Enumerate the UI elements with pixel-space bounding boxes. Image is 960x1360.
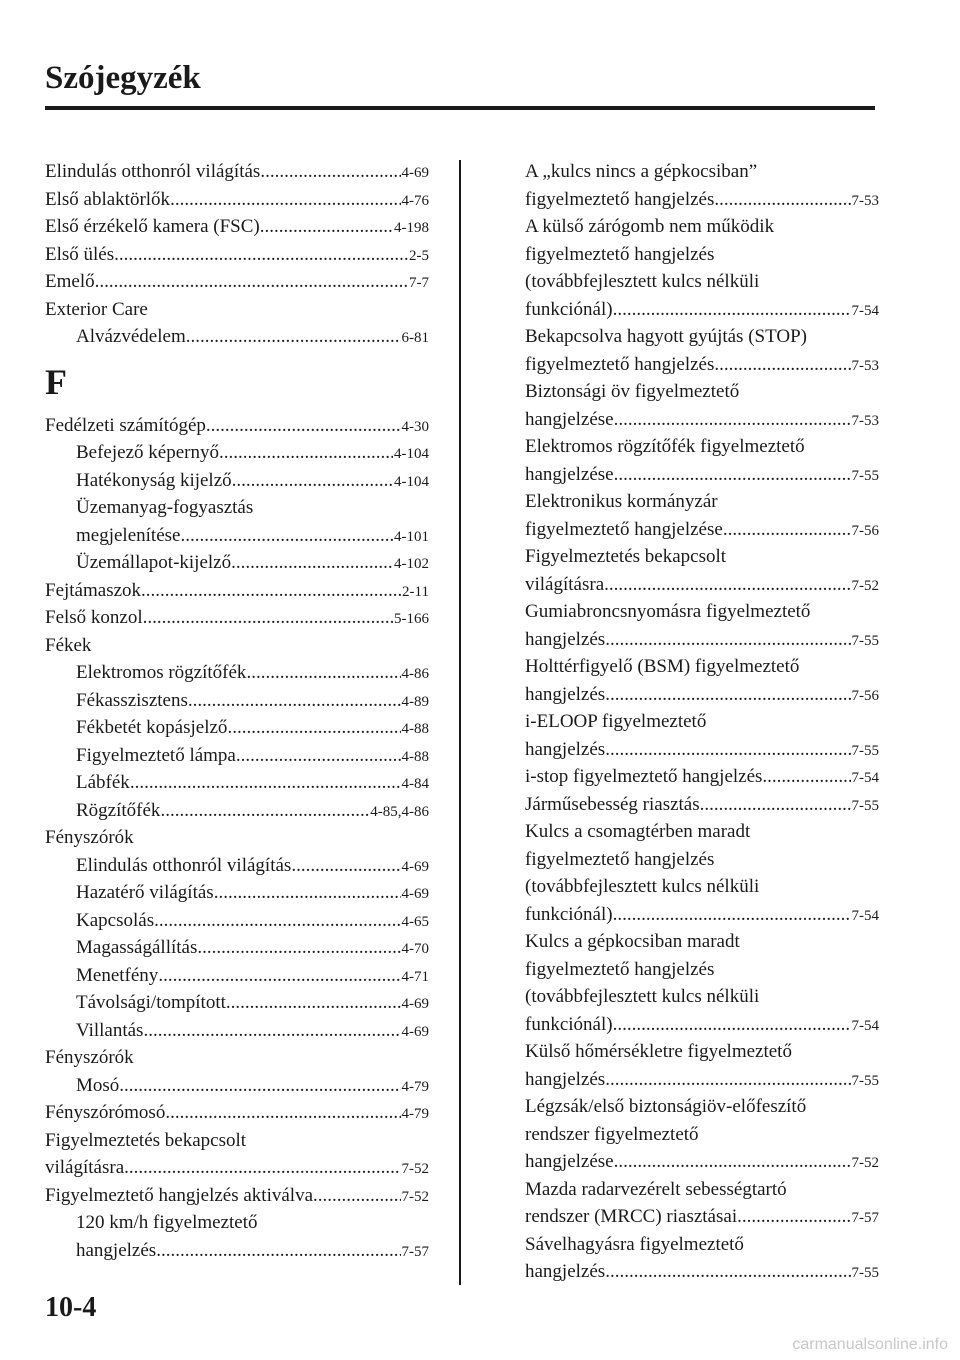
index-entry bbox=[525, 323, 879, 351]
dot-leader bbox=[186, 323, 401, 351]
index-entry-text: A „kulcs nincs a gépkocsiban” bbox=[525, 161, 758, 182]
index-page-ref[interactable]: 7-52 bbox=[851, 577, 879, 594]
index-page-ref[interactable]: 4-89 bbox=[401, 693, 429, 710]
index-entry bbox=[525, 1038, 879, 1066]
index-entry-text: A külső zárógomb nem működik bbox=[525, 216, 775, 237]
index-entry bbox=[525, 626, 879, 654]
index-entry bbox=[525, 351, 879, 379]
index-entry bbox=[45, 1154, 429, 1182]
index-page-ref[interactable]: 4-30 bbox=[401, 418, 429, 435]
index-entry-text: hangjelzése bbox=[525, 463, 614, 485]
index-entry-text: figyelmeztető hangjelzés bbox=[525, 848, 715, 870]
dot-leader bbox=[119, 1072, 400, 1100]
index-entry-text: Elektronikus kormányzár bbox=[525, 491, 718, 512]
index-entry bbox=[45, 1072, 429, 1100]
index-entry-text: hangjelzés bbox=[76, 1239, 157, 1261]
index-page-ref[interactable]: 4-79 bbox=[401, 1078, 429, 1095]
page-number: 10-4 bbox=[45, 1292, 97, 1323]
index-page-ref[interactable]: 4-79 bbox=[401, 1106, 429, 1122]
index-entry bbox=[45, 742, 429, 770]
index-entry-text: figyelmeztető hangjelzés bbox=[525, 188, 715, 210]
index-entry bbox=[525, 268, 879, 296]
index-entry-text: funkciónál) bbox=[525, 903, 613, 925]
index-entry bbox=[45, 604, 429, 632]
index-entry-text: Alvázvédelem bbox=[76, 326, 186, 347]
index-entry bbox=[525, 736, 879, 764]
index-page-ref[interactable]: 7-7 bbox=[409, 275, 429, 291]
index-page-ref[interactable]: 7-54 bbox=[851, 907, 879, 924]
index-page-ref[interactable]: 7-57 bbox=[851, 1210, 879, 1226]
index-entry-text: hangjelzése bbox=[525, 408, 614, 430]
index-page-ref[interactable]: 4-65 bbox=[401, 913, 429, 930]
index-entry bbox=[45, 1237, 429, 1265]
index-entry bbox=[45, 467, 429, 495]
dot-leader bbox=[130, 769, 401, 797]
dot-leader bbox=[232, 467, 393, 495]
index-entry-text: funkciónál) bbox=[525, 1013, 613, 1035]
index-entry-text: Figyelmeztetés bekapcsolt bbox=[525, 546, 727, 567]
index-entry bbox=[525, 406, 879, 434]
index-entry-text: Külső hőmérsékletre figyelmeztető bbox=[525, 1041, 792, 1062]
index-entry bbox=[525, 873, 879, 901]
dot-leader bbox=[219, 439, 393, 467]
index-entry bbox=[525, 681, 879, 709]
index-entry bbox=[45, 186, 429, 214]
dot-leader bbox=[605, 681, 850, 709]
index-entry-text: rendszer figyelmeztető bbox=[525, 1123, 699, 1145]
dot-leader bbox=[95, 268, 408, 296]
index-page-ref[interactable]: 4-84 bbox=[401, 776, 429, 792]
index-entry bbox=[45, 549, 429, 577]
dot-leader bbox=[165, 1099, 400, 1127]
index-page-ref[interactable]: 4-69 bbox=[401, 165, 429, 181]
dot-leader bbox=[197, 934, 400, 962]
index-page-ref[interactable]: 4-70 bbox=[401, 941, 429, 957]
index-entry-text: Kulcs a gépkocsiban maradt bbox=[525, 931, 740, 952]
index-entry-text: Kapcsolás bbox=[76, 909, 155, 931]
index-entry bbox=[525, 433, 879, 461]
index-entry-text: hangjelzés bbox=[525, 1068, 606, 1090]
index-entry-text: Hatékonyság kijelző bbox=[76, 469, 232, 491]
index-entry-text: Villantás bbox=[76, 1019, 144, 1041]
index-entry-text: figyelmeztető hangjelzés bbox=[525, 958, 715, 980]
index-entry-text: (továbbfejlesztett kulcs nélküli bbox=[525, 876, 760, 897]
dot-leader bbox=[180, 522, 393, 550]
dot-leader bbox=[160, 797, 369, 825]
index-page-ref[interactable]: 4-76 bbox=[401, 192, 429, 209]
index-entry-text: Figyelmeztető hangjelzés aktiválva bbox=[45, 1184, 314, 1206]
dot-leader bbox=[614, 461, 851, 489]
dot-leader bbox=[260, 213, 393, 241]
index-page-ref[interactable]: 7-53 bbox=[851, 192, 879, 209]
index-entry-text: Mazda radarvezérelt sebességtartó bbox=[525, 1178, 787, 1200]
index-page-ref[interactable]: 7-55 bbox=[851, 797, 879, 814]
index-entry bbox=[525, 1176, 879, 1204]
index-entry bbox=[45, 1044, 429, 1072]
dot-leader bbox=[170, 186, 400, 214]
index-entry bbox=[525, 791, 879, 819]
index-entry-text: hangjelzés bbox=[525, 683, 606, 705]
index-entry-text: Biztonsági öv figyelmeztető bbox=[525, 381, 740, 402]
index-entry bbox=[45, 577, 429, 605]
index-entry-text: i-ELOOP figyelmeztető bbox=[525, 711, 707, 732]
index-entry-text: (továbbfejlesztett kulcs nélküli bbox=[525, 986, 760, 1007]
index-page-ref[interactable]: 7-55 bbox=[851, 467, 879, 484]
index-page-ref[interactable]: 7-53 bbox=[851, 357, 879, 374]
dot-leader bbox=[227, 714, 400, 742]
index-entry bbox=[45, 1209, 429, 1237]
index-entry bbox=[45, 687, 429, 715]
index-entry-text: Járműsebesség riasztás bbox=[525, 793, 700, 815]
index-entry-text: Hazatérő világítás bbox=[76, 882, 214, 903]
index-entry bbox=[525, 901, 879, 929]
index-entry bbox=[525, 1258, 879, 1286]
index-column-right bbox=[525, 158, 879, 1286]
index-page-ref[interactable]: 2-11 bbox=[402, 583, 429, 600]
index-entry-text: Rögzítőfék bbox=[76, 799, 161, 821]
index-entry bbox=[45, 989, 429, 1017]
index-entry-text: i-stop figyelmeztető hangjelzés bbox=[525, 766, 763, 787]
index-entry-text: hangjelzés bbox=[525, 738, 606, 760]
dot-leader bbox=[231, 549, 393, 577]
index-entry bbox=[525, 543, 879, 571]
dot-leader bbox=[124, 1154, 400, 1182]
index-entry-text: (továbbfejlesztett kulcs nélküli bbox=[525, 271, 760, 292]
dot-leader bbox=[143, 604, 393, 632]
index-entry bbox=[45, 962, 429, 990]
dot-leader bbox=[714, 186, 850, 214]
index-entry bbox=[45, 1099, 429, 1127]
index-page-ref[interactable]: 4-104 bbox=[394, 473, 429, 490]
title-rule bbox=[45, 106, 875, 110]
index-entry bbox=[45, 241, 429, 269]
dot-leader bbox=[614, 406, 851, 434]
dot-leader bbox=[604, 571, 850, 599]
index-page-ref[interactable]: 6-81 bbox=[401, 330, 429, 346]
index-entry-text: Holttérfigyelő (BSM) figyelmeztető bbox=[525, 656, 800, 677]
index-entry bbox=[525, 1066, 879, 1094]
index-entry-text: funkciónál) bbox=[525, 298, 613, 320]
index-entry bbox=[525, 1011, 879, 1039]
index-entry bbox=[45, 1182, 429, 1210]
index-entry bbox=[525, 1093, 879, 1121]
dot-leader bbox=[613, 296, 851, 324]
index-entry bbox=[45, 769, 429, 797]
index-entry-text: Emelő bbox=[45, 271, 95, 292]
dot-leader bbox=[605, 736, 850, 764]
index-entry bbox=[45, 439, 429, 467]
index-entry-text: Mosó bbox=[76, 1074, 120, 1096]
index-entry bbox=[45, 323, 429, 351]
index-entry-text: Fényszórómosó bbox=[45, 1102, 166, 1123]
index-entry-text: Exterior Care bbox=[45, 298, 148, 320]
index-entry-text: Elindulás otthonról világítás bbox=[45, 161, 261, 182]
index-entry-text: Fékek bbox=[45, 634, 92, 656]
index-entry bbox=[525, 461, 879, 489]
index-entry bbox=[525, 983, 879, 1011]
index-entry bbox=[45, 797, 429, 825]
index-page-ref[interactable]: 7-55 bbox=[851, 1072, 879, 1089]
index-entry bbox=[525, 516, 879, 544]
index-entry-text: hangjelzése bbox=[525, 1151, 614, 1172]
index-entry-text: Légzsák/első biztonságiöv-előfeszítő bbox=[525, 1096, 807, 1117]
index-entry-text: Menetfény bbox=[76, 964, 159, 986]
index-entry-text: Üzemállapot-kijelző bbox=[76, 552, 232, 573]
index-page-ref[interactable]: 7-56 bbox=[851, 687, 879, 704]
column-divider bbox=[459, 160, 461, 1285]
index-entry-text: Sávelhagyásra figyelmeztető bbox=[525, 1233, 744, 1255]
index-page-ref[interactable]: 4-69 bbox=[401, 886, 429, 902]
index-entry-text: Fékbetét kopásjelző bbox=[76, 717, 228, 738]
index-page-ref[interactable]: 4-88 bbox=[401, 748, 429, 765]
index-entry-text: Elindulás otthonról világítás bbox=[76, 854, 292, 876]
index-entry-text: Elektromos rögzítőfék figyelmeztető bbox=[525, 436, 805, 457]
index-entry bbox=[45, 494, 429, 522]
dot-leader bbox=[143, 1017, 400, 1045]
index-entry bbox=[45, 934, 429, 962]
dot-leader bbox=[605, 1258, 850, 1286]
watermark: carmanualsonline.info bbox=[792, 1336, 948, 1353]
index-page-ref[interactable]: 7-54 bbox=[851, 302, 879, 319]
index-entry-text: figyelmeztető hangjelzés bbox=[525, 243, 715, 265]
index-entry-text: Fékasszisztens bbox=[76, 689, 188, 711]
index-page-ref[interactable]: 4-86 bbox=[401, 666, 429, 682]
index-entry bbox=[525, 1231, 879, 1259]
index-entry bbox=[525, 928, 879, 956]
index-entry-text: Bekapcsolva hagyott gyújtás (STOP) bbox=[525, 326, 807, 347]
dot-leader bbox=[214, 879, 401, 907]
index-page-ref[interactable]: 4-71 bbox=[401, 968, 429, 985]
index-page-ref[interactable]: 4-69 bbox=[401, 996, 429, 1012]
dot-leader bbox=[605, 1066, 850, 1094]
index-entry-text: Első érzékelő kamera (FSC) bbox=[45, 216, 260, 237]
dot-leader bbox=[291, 852, 400, 880]
index-entry-text: 120 km/h figyelmeztető bbox=[76, 1212, 258, 1233]
dot-leader bbox=[613, 901, 851, 929]
index-entry-text: Elektromos rögzítőfék bbox=[76, 662, 247, 683]
index-entry bbox=[525, 378, 879, 406]
index-entry bbox=[525, 653, 879, 681]
index-entry bbox=[525, 1148, 879, 1176]
index-entry bbox=[45, 268, 429, 296]
index-entry bbox=[525, 708, 879, 736]
index-entry-text: Fényszórók bbox=[45, 827, 134, 848]
index-entry-text: világításra bbox=[525, 573, 605, 595]
index-entry bbox=[45, 714, 429, 742]
index-entry bbox=[45, 879, 429, 907]
index-entry-text: Befejező képernyő bbox=[76, 442, 219, 463]
dot-leader bbox=[714, 351, 850, 379]
index-entry bbox=[525, 818, 879, 846]
index-entry bbox=[525, 296, 879, 324]
index-page-ref[interactable]: 2-5 bbox=[409, 247, 429, 264]
index-entry bbox=[45, 1127, 429, 1155]
index-entry bbox=[525, 488, 879, 516]
index-column-left bbox=[45, 158, 429, 1264]
index-page-ref[interactable]: 4-198 bbox=[394, 220, 429, 236]
index-entry-text: Fényszórók bbox=[45, 1047, 134, 1068]
dot-leader bbox=[260, 158, 400, 186]
index-page-ref[interactable]: 5-166 bbox=[394, 611, 429, 627]
dot-leader bbox=[700, 791, 851, 819]
index-entry bbox=[525, 956, 879, 984]
index-entry bbox=[45, 158, 429, 186]
index-entry bbox=[525, 186, 879, 214]
index-entry bbox=[525, 1121, 879, 1149]
index-entry-text: Figyelmeztetés bekapcsolt bbox=[45, 1129, 247, 1151]
index-entry bbox=[45, 522, 429, 550]
index-page-ref[interactable]: 7-57 bbox=[401, 1243, 429, 1260]
index-page-ref[interactable]: 7-52 bbox=[401, 1161, 429, 1177]
dot-leader bbox=[188, 687, 401, 715]
index-entry bbox=[45, 659, 429, 687]
dot-leader bbox=[236, 742, 401, 770]
index-entry-text: rendszer (MRCC) riasztásai bbox=[525, 1206, 738, 1227]
index-entry-text: Magasságállítás bbox=[76, 937, 198, 958]
dot-leader bbox=[614, 1148, 851, 1176]
index-page-ref[interactable]: 7-56 bbox=[851, 522, 879, 539]
dot-leader bbox=[154, 907, 400, 935]
index-entry bbox=[525, 846, 879, 874]
index-page-ref[interactable]: 4-69 bbox=[401, 1023, 429, 1040]
index-page-ref[interactable]: 4-85,4-86 bbox=[370, 803, 429, 820]
index-entry-text: Felső konzol bbox=[45, 607, 143, 628]
index-entry bbox=[45, 824, 429, 852]
index-page-ref[interactable]: 4-101 bbox=[394, 528, 429, 545]
index-entry-text: Első ülés bbox=[45, 243, 115, 265]
dot-leader bbox=[156, 1237, 400, 1265]
index-entry bbox=[45, 852, 429, 880]
dot-leader bbox=[246, 659, 400, 687]
index-page-ref[interactable]: 4-88 bbox=[401, 721, 429, 737]
dot-leader bbox=[613, 1011, 851, 1039]
dot-leader bbox=[605, 626, 850, 654]
section-letter: F bbox=[45, 361, 67, 402]
dot-leader bbox=[206, 412, 401, 440]
index-entry-text: hangjelzés bbox=[525, 628, 606, 650]
dot-leader bbox=[762, 763, 850, 791]
index-entry bbox=[525, 158, 879, 186]
index-entry-text: Gumiabroncsnyomásra figyelmeztető bbox=[525, 601, 811, 622]
index-entry-text: Kulcs a csomagtérben maradt bbox=[525, 821, 751, 842]
dot-leader bbox=[158, 962, 400, 990]
index-entry bbox=[525, 241, 879, 269]
dot-leader bbox=[141, 577, 401, 605]
index-entry-text: hangjelzés bbox=[525, 1261, 606, 1282]
dot-leader bbox=[226, 989, 401, 1017]
index-page-ref[interactable]: 7-55 bbox=[851, 742, 879, 759]
dot-leader bbox=[313, 1182, 400, 1210]
index-entry bbox=[525, 598, 879, 626]
index-entry-text: figyelmeztető hangjelzése bbox=[525, 518, 723, 540]
index-entry bbox=[525, 1203, 879, 1231]
index-entry bbox=[525, 571, 879, 599]
index-entry-text: figyelmeztető hangjelzés bbox=[525, 353, 715, 375]
index-page-ref[interactable]: 4-102 bbox=[394, 556, 429, 572]
index-entry bbox=[45, 296, 429, 324]
index-page-ref[interactable]: 7-53 bbox=[851, 412, 879, 429]
index-page-ref[interactable]: 7-55 bbox=[851, 632, 879, 649]
index-entry-text: Első ablaktörlők bbox=[45, 188, 171, 210]
index-entry-text: Fedélzeti számítógép bbox=[45, 414, 206, 436]
index-entry-text: Figyelmeztető lámpa bbox=[76, 744, 236, 766]
index-entry bbox=[45, 1017, 429, 1045]
index-entry bbox=[45, 412, 429, 440]
index-page-ref[interactable]: 7-52 bbox=[401, 1188, 429, 1205]
index-entry-text: Távolsági/tompított bbox=[76, 992, 226, 1013]
index-entry bbox=[45, 632, 429, 660]
index-entry bbox=[45, 907, 429, 935]
index-page-ref[interactable]: 7-55 bbox=[851, 1265, 879, 1281]
index-page-ref[interactable]: 7-52 bbox=[851, 1155, 879, 1171]
index-page-ref[interactable]: 4-104 bbox=[394, 446, 429, 462]
index-entry-text: Üzemanyag-fogyasztás bbox=[76, 497, 254, 518]
index-entry-text: Fejtámaszok bbox=[45, 579, 142, 601]
index-page-ref[interactable]: 4-69 bbox=[401, 858, 429, 875]
index-entry-text: világításra bbox=[45, 1157, 125, 1178]
index-entry bbox=[525, 213, 879, 241]
index-entry bbox=[45, 213, 429, 241]
dot-leader bbox=[114, 241, 408, 269]
index-entry-text: megjelenítése bbox=[76, 524, 181, 546]
dot-leader bbox=[723, 516, 851, 544]
index-entry-text: Lábfék bbox=[76, 772, 130, 793]
index-entry bbox=[525, 763, 879, 791]
index-page-ref[interactable]: 7-54 bbox=[851, 1017, 879, 1034]
page-title: Szójegyzék bbox=[45, 60, 201, 96]
index-page-ref[interactable]: 7-54 bbox=[851, 770, 879, 786]
dot-leader bbox=[737, 1203, 850, 1231]
